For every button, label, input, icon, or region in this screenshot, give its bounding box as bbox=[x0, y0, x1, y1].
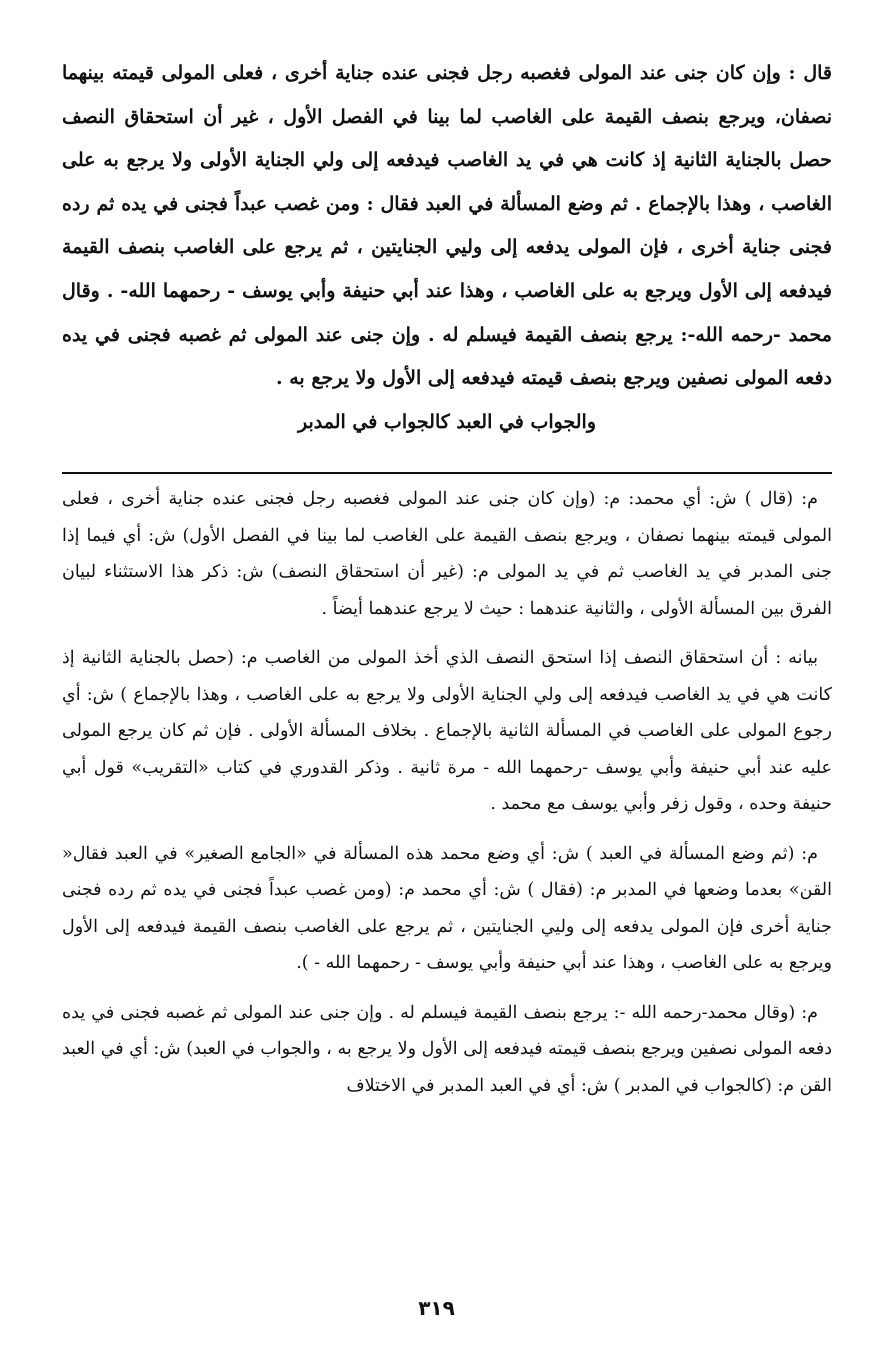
section-divider bbox=[62, 472, 832, 474]
commentary-paragraph: م: (قال ) ش: أي محمد: م: (وإن كان جنى عند المولى فغصبه رجل فجنى عنده جناية أخرى ، فعلى المولى قيمته بينهما نصفان ، ويرجع بنصف القيمة على الغاصب لما بينا في الفصل الأول) ش: أي فيما إذا جنى المدبر في يد الغاصب ثم في يد المولى م: (غير أن استحقاق النصف) ش: ذكر هذا الاستثناء لبيان الفرق بين المسألة الأولى ، والثانية عندهما : حيث لا يرجع عندهما أيضاً . bbox=[62, 489, 832, 619]
commentary-paragraph: بيانه : أن استحقاق النصف إذا استحق النصف الذي أخذ المولى من الغاصب م: (حصل بالجناية الثانية إذ كانت هي في يد الغاصب فيدفعه إلى ولي الجناية الأولى ولا يرجع به على الغاصب ، وهذا بالإجماع ) ش: أي رجوع المولى على الغاصب في المسألة الثانية بالإجماع . بخلاف المسألة الأولى . فإن ثم كان يرجع المولى عليه عند أبي حنيفة وأبي يوسف -رحمهما الله - مرة ثانية . وذكر القدوري في كتاب «التقريب» قول أبي حنيفة وحده ، وقول زفر وأبي يوسف مع محمد . bbox=[62, 648, 832, 814]
main-text-paragraph: قال : وإن كان جنى عند المولى فغصبه رجل فجنى عنده جناية أخرى ، فعلى المولى قيمته بينهما نصفان، ويرجع بنصف القيمة على الغاصب لما بينا في الفصل الأول ، غير أن استحقاق النصف حصل بالجناية الثانية إذ كانت هي في يد الغاصب فيدفعه إلى ولي الجناية الأولى ولا يرجع به على الغاصب ، وهذا بالإجماع . ثم وضع المسألة في العبد فقال : ومن غصب عبداً فجنى في يده ثم رده فجنى جناية أخرى ، فإن المولى يدفعه إلى وليي الجنايتين ، ثم يرجع على الغاصب بنصف القيمة فيدفعه إلى الأول ويرجع به على الغاصب ، وهذا عند أبي حنيفة وأبي يوسف - رحمهما الله- . وقال محمد -رحمه الله-: يرجع بنصف القيمة فيسلم له . وإن جنى عند المولى ثم غصبه فجنى في يده دفعه المولى نصفين ويرجع بنصف قيمته فيدفعه إلى الأول ولا يرجع به . bbox=[62, 62, 832, 390]
main-text-last-line: والجواب في العبد كالجواب في المدبر bbox=[297, 410, 596, 433]
commentary-paragraph: م: (ثم وضع المسألة في العبد ) ش: أي وضع محمد هذه المسألة في «الجامع الصغير» في العبد فقال« القن» بعدما وضعها في المدبر م: (فقال ) ش: أي محمد م: (ومن غصب عبداً فجنى في يده ثم رده فجنى جناية أخرى فإن المولى يدفعه إلى وليي الجنايتين ، ثم يرجع على الغاصب بنصف القيمة فيدفعه إلى الأول ويرجع به على الغاصب ، وهذا عند أبي حنيفة وأبي يوسف - رحمهما الله - ). bbox=[62, 843, 832, 973]
commentary-paragraph: م: (وقال محمد-رحمه الله -: يرجع بنصف القيمة فيسلم له . وإن جنى عند المولى ثم غصبه فجنى في يده دفعه المولى نصفين ويرجع بنصف قيمته فيدفعه إلى الأول ولا يرجع به ، والجواب في العبد) ش: أي في العبد القن م: (كالجواب في المدبر ) ش: أي في العبد المدبر في الاختلاف bbox=[62, 1002, 832, 1096]
page-number: ٣١٩ bbox=[418, 1296, 455, 1320]
commentary-block bbox=[62, 481, 832, 1117]
main-text-block bbox=[62, 52, 832, 444]
